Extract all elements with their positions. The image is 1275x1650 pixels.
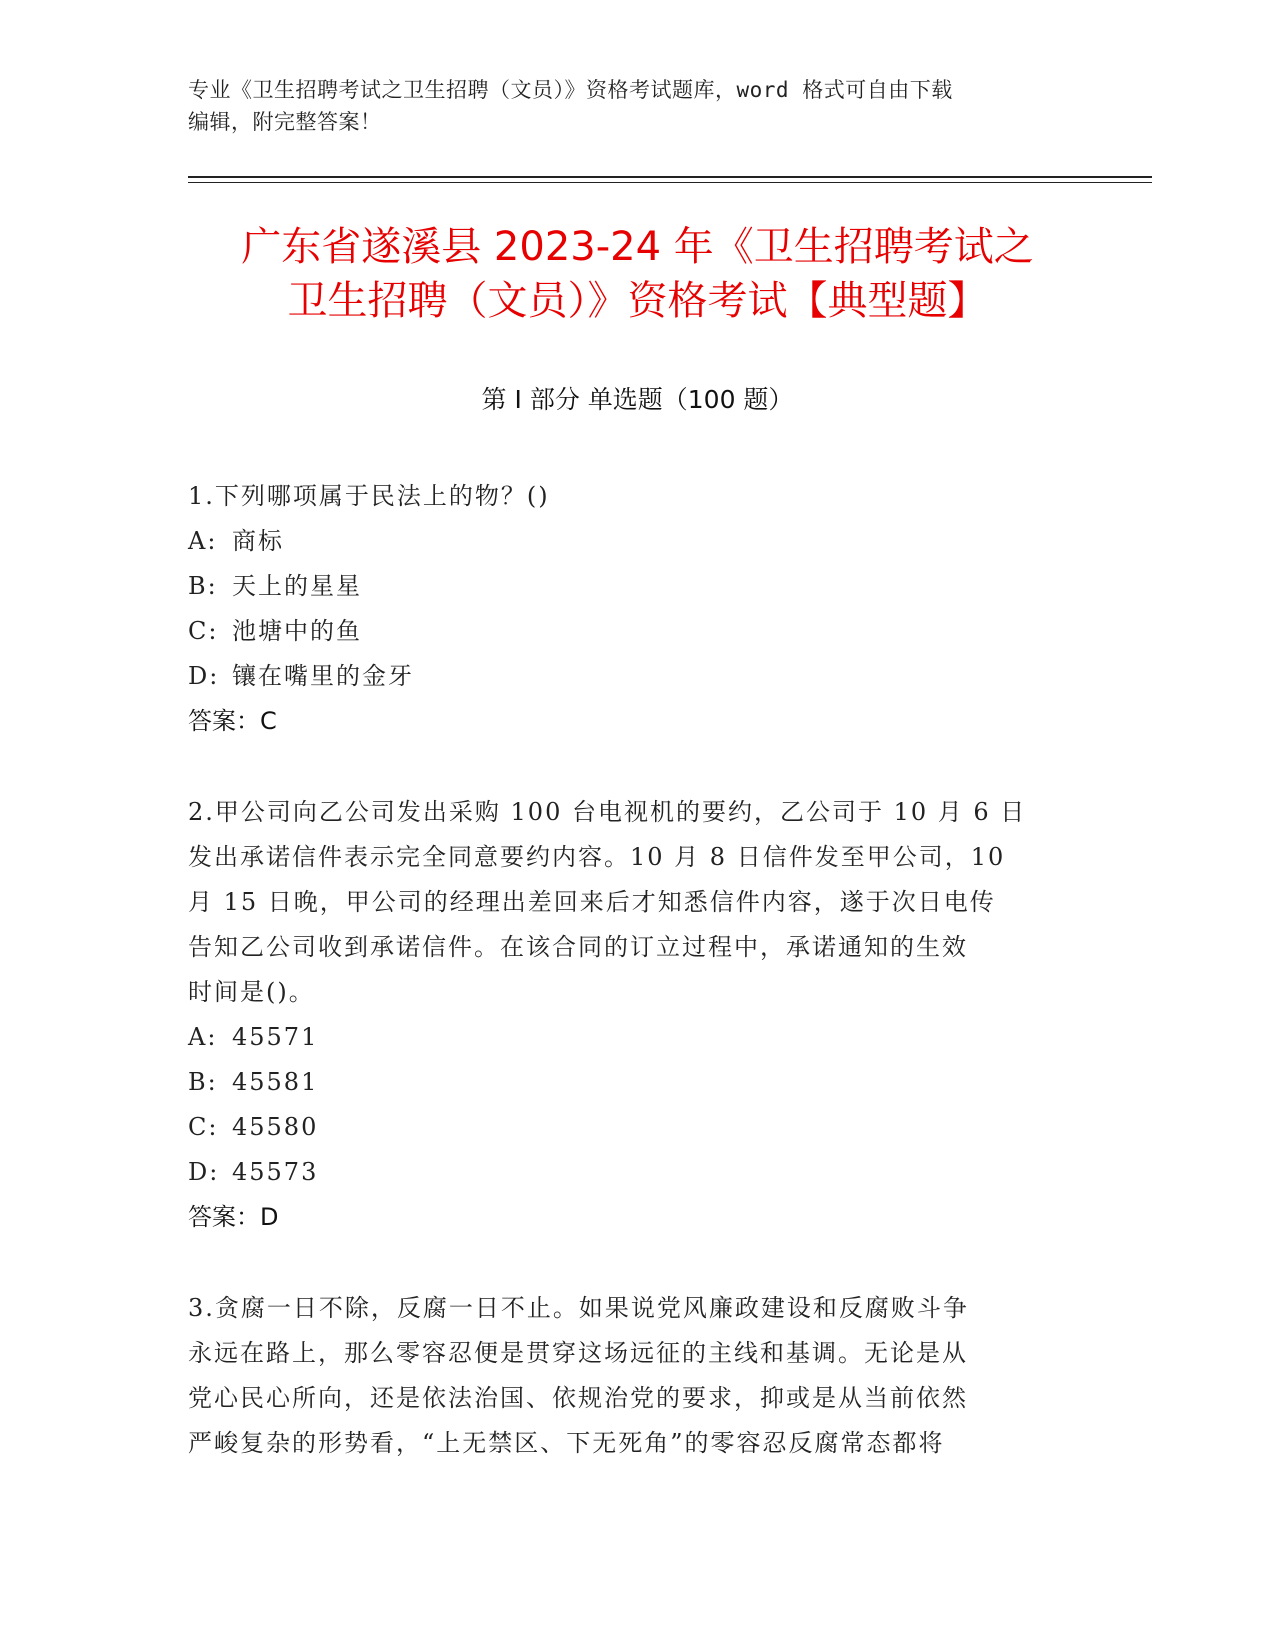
option-letter: D: [188,662,220,690]
option-a [188,519,1068,564]
option-letter: D: [188,1158,220,1186]
question-text-line: 党心民心所向，还是依法治国、依规治党的要求，抑或是从当前依然 [188,1384,968,1412]
option-letter: C: [188,1113,219,1141]
question-text-line: 告知乙公司收到承诺信件。在该合同的订立过程中，承诺通知的生效 [188,933,968,961]
option-text: 天上的星星 [232,572,362,600]
question-2 [188,790,1068,1240]
option-text: 镶在嘴里的金牙 [232,662,414,690]
option-d [188,654,1068,699]
option-c [188,1105,1068,1150]
document-title-line-2: 卫生招聘（文员）》资格考试【典型题】 [287,278,988,324]
question-text-line: 2.甲公司向乙公司发出采购 100 台电视机的要约，乙公司于 10 月 6 日 [188,798,1027,826]
question-3 [188,1286,1068,1466]
document-title-line-1: 广东省遂溪县 2023-24 年《卫生招聘考试之 [241,224,1034,270]
question-text-line: 1.下列哪项属于民法上的物？() [188,482,550,510]
header-divider-thin [188,182,1152,183]
section-heading: 第 I 部分 单选题（100 题） [481,385,794,414]
option-letter: C: [188,617,219,645]
option-letter: A: [188,527,218,555]
header-note [188,74,1088,138]
question-text-line: 永远在路上，那么零容忍便是贯穿这场远征的主线和基调。无论是从 [188,1339,968,1367]
header-note-line-2: 编辑，附完整答案！ [188,110,382,134]
option-d [188,1150,1068,1195]
question-text-line: 发出承诺信件表示完全同意要约内容。10 月 8 日信件发至甲公司，10 [188,843,1006,871]
option-b [188,1060,1068,1105]
option-letter: B: [188,572,218,600]
option-c [188,609,1068,654]
question-list [188,474,1068,1512]
document-title [160,220,1115,328]
question-text-line: 月 15 日晚，甲公司的经理出差回来后才知悉信件内容，遂于次日电传 [188,888,996,916]
option-text: 45573 [232,1158,319,1186]
option-a [188,1015,1068,1060]
answer-line: 答案：C [188,707,277,735]
question-1 [188,474,1068,744]
header-divider-thick [188,176,1152,178]
option-text: 45571 [232,1023,319,1051]
option-text: 45580 [232,1113,319,1141]
option-letter: A: [188,1023,218,1051]
option-b [188,564,1068,609]
question-text-line: 严峻复杂的形势看，“上无禁区、下无死角”的零容忍反腐常态都将 [188,1429,945,1457]
question-text-line: 3.贪腐一日不除，反腐一日不止。如果说党风廉政建设和反腐败斗争 [188,1294,969,1322]
option-text: 商标 [232,527,284,555]
answer-line: 答案：D [188,1203,279,1231]
question-text-line: 时间是()。 [188,978,315,1006]
option-text: 池塘中的鱼 [232,617,362,645]
header-note-line-1: 专业《卫生招聘考试之卫生招聘（文员）》资格考试题库，word 格式可自由下载 [188,78,953,102]
option-letter: B: [188,1068,218,1096]
option-text: 45581 [232,1068,319,1096]
